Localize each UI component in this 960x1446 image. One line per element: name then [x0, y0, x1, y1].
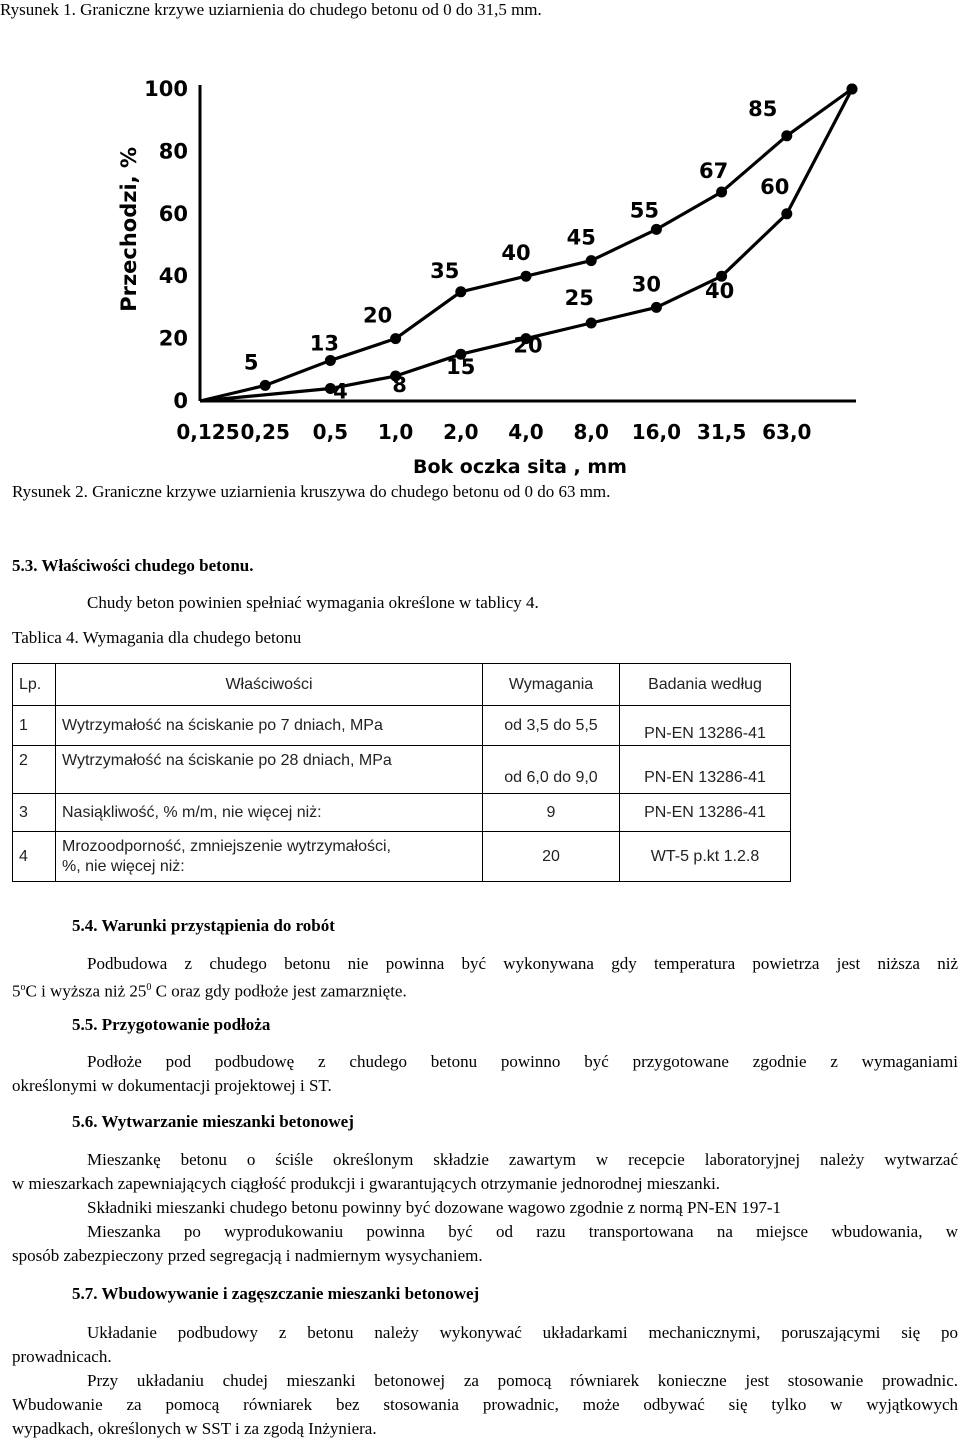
table-row — [13, 832, 791, 882]
data-label: 45 — [566, 225, 596, 250]
section-5-4-line1: Podbudowa z chudego betonu nie powinna być wykonywana gdy temperatura powietrza jest niższa niż — [87, 954, 958, 973]
data-point — [651, 224, 662, 235]
row-1-test: PN-EN 13286-41 — [620, 706, 791, 746]
data-label: 67 — [698, 158, 729, 183]
y-tick-label: 100 — [144, 77, 188, 101]
row-3-requirement: 9 — [483, 794, 620, 832]
data-label: 15 — [446, 355, 476, 380]
data-label: 13 — [309, 331, 340, 356]
row-2-test: PN-EN 13286-41 — [620, 746, 791, 794]
x-tick-label: 8,0 — [573, 420, 609, 444]
grading-curves-chart — [100, 70, 870, 480]
table-4-title: Tablica 4. Wymagania dla chudego betonu — [12, 628, 302, 647]
row-3-lp: 3 — [13, 794, 56, 832]
data-label: 40 — [501, 241, 531, 266]
data-point — [781, 208, 792, 219]
y-tick-label: 20 — [158, 326, 188, 351]
data-point — [716, 186, 727, 197]
row-4-property-line2: %, nie więcej niż: — [62, 857, 185, 875]
data-point — [651, 302, 662, 313]
section-5-4-line2: 5$^o$C i wyższa niż $25^0$ C oraz gdy podłoże jest zamarznięte. — [12, 981, 407, 1001]
figure-2-caption: Rysunek 2. Graniczne krzywe uziarnienia kruszywa do chudego betonu od 0 do 63 mm. — [12, 482, 611, 501]
x-tick-label: 1,0 — [377, 420, 414, 444]
section-5-6-title: 5.6. Wytwarzanie mieszanki betonowej — [72, 1112, 354, 1131]
section-5-6-p3-line1: Mieszanka po wyprodukowaniu powinna być od razu transportowana na miejsce wbudowania, w — [87, 1222, 958, 1241]
row-4-lp: 4 — [13, 832, 56, 882]
y-tick-label: 60 — [158, 201, 188, 226]
section-5-5-title: 5.5. Przygotowanie podłoża — [72, 1015, 271, 1034]
data-label: 40 — [704, 279, 735, 304]
data-point — [847, 84, 858, 95]
data-label: 25 — [564, 286, 594, 310]
section-5-7-p2-line1: Przy układaniu chudej mieszanki betonowej za pomocą równiarek konieczne jest stosowanie prowadnic. — [87, 1371, 958, 1390]
section-5-5-line2: określonymi w dokumentacji projektowej i ST. — [12, 1076, 332, 1095]
data-point — [781, 130, 792, 141]
section-5-7-p2-line2: Wbudowanie za pomocą równiarek bez stosowania prowadnic, może odbywać się tylko w wyjątkowych — [12, 1395, 958, 1414]
section-5-3-text: Chudy beton powinien spełniać wymagania określone w tablicy 4. — [87, 593, 539, 612]
requirements-table — [12, 663, 791, 882]
section-5-7-p1-line2: prowadnicach. — [12, 1347, 112, 1366]
data-label: 5 — [243, 350, 259, 375]
section-5-6-p1-line1: Mieszankę betonu o ściśle określonym składzie zawartym w recepcie laboratoryjnej należy wytwarzać — [87, 1150, 958, 1169]
x-tick-label: 63,0 — [762, 420, 812, 444]
data-point — [325, 355, 336, 366]
row-2-requirement: od 6,0 do 9,0 — [483, 746, 620, 794]
y-tick-label: 0 — [173, 389, 188, 413]
data-point — [586, 318, 597, 329]
header-testing: Badania według — [620, 664, 791, 706]
row-1-property: Wytrzymałość na ściskanie po 7 dniach, MPa — [56, 706, 483, 746]
data-point — [390, 333, 401, 344]
data-label: 35 — [430, 258, 460, 283]
data-label: 30 — [631, 272, 662, 297]
section-5-7-p1-line1: Układanie podbudowy z betonu należy wykonywać układarkami mechanicznymi, poruszającymi się po — [87, 1323, 958, 1342]
row-3-test: PN-EN 13286-41 — [620, 794, 791, 832]
data-label: 8 — [392, 373, 407, 398]
row-4-test: WT-5 p.kt 1.2.8 — [620, 832, 791, 882]
section-5-5-line1: Podłoże pod podbudowę z chudego betonu powinno być przygotowane zgodnie z wymaganiami — [87, 1052, 958, 1071]
y-tick-label: 80 — [158, 139, 188, 164]
row-3-property: Nasiąkliwość, % m/m, nie więcej niż: — [56, 794, 483, 832]
section-5-6-p2: Składniki mieszanki chudego betonu powinny być dozowane wagowo zgodnie z normą PN-EN 197-1 — [87, 1198, 782, 1217]
x-tick-label: 0,25 — [240, 420, 290, 444]
data-label: 60 — [760, 174, 790, 199]
x-axis-title: Bok oczka sita , mm — [412, 456, 628, 478]
table-row — [13, 746, 791, 794]
row-4-property — [56, 832, 483, 882]
data-point — [455, 286, 466, 297]
section-5-7-title: 5.7. Wbudowywanie i zagęszczanie mieszanki betonowej — [72, 1284, 480, 1303]
data-label: 20 — [362, 303, 393, 328]
row-1-requirement: od 3,5 do 5,5 — [483, 706, 620, 746]
y-tick-label: 40 — [158, 264, 188, 289]
x-tick-label: 31,5 — [696, 420, 747, 444]
section-5-6-p3-line2: sposób zabezpieczony przed segregacją i nadmiernym wysychaniem. — [12, 1246, 483, 1265]
table-row — [13, 706, 791, 746]
header-properties: Właściwości — [56, 664, 483, 706]
x-tick-label: 0,5 — [312, 420, 349, 444]
data-label: 85 — [748, 96, 778, 121]
table-header-row — [13, 664, 791, 706]
x-tick-label: 2,0 — [443, 420, 479, 444]
data-label: 20 — [513, 333, 543, 358]
data-point — [260, 380, 271, 391]
x-tick-label: 4,0 — [508, 420, 544, 444]
row-4-property-line1: Mrozoodporność, zmniejszenie wytrzymałości, — [62, 837, 391, 855]
section-5-4-title: 5.4. Warunki przystąpienia do robót — [72, 916, 335, 935]
header-lp: Lp. — [13, 664, 56, 706]
x-tick-label: 0,125 — [176, 420, 240, 444]
data-point — [521, 271, 532, 282]
section-5-3-title: 5.3. Właściwości chudego betonu. — [12, 556, 254, 575]
header-requirements: Wymagania — [483, 664, 620, 706]
row-2-lp: 2 — [13, 746, 56, 794]
data-label: 55 — [629, 198, 660, 223]
row-4-requirement: 20 — [483, 832, 620, 882]
row-2-property: Wytrzymałość na ściskanie po 28 dniach, MPa — [56, 746, 483, 794]
data-point — [586, 255, 597, 266]
section-5-7-p2-line3: wypadkach, określonych w SST i za zgodą Inżyniera. — [12, 1419, 377, 1438]
table-row — [13, 794, 791, 832]
section-5-6-p1-line2: w mieszarkach zapewniających ciągłość produkcji i gwarantujących otrzymanie jednorodnej mieszanki. — [12, 1174, 721, 1193]
figure-1-caption: Rysunek 1. Graniczne krzywe uziarnienia do chudego betonu od 0 do 31,5 mm. — [0, 0, 542, 19]
x-tick-label: 16,0 — [631, 420, 682, 444]
row-1-lp: 1 — [13, 706, 56, 746]
y-axis-title: Przechodzi, % — [117, 146, 141, 312]
data-label: 4 — [333, 379, 348, 404]
